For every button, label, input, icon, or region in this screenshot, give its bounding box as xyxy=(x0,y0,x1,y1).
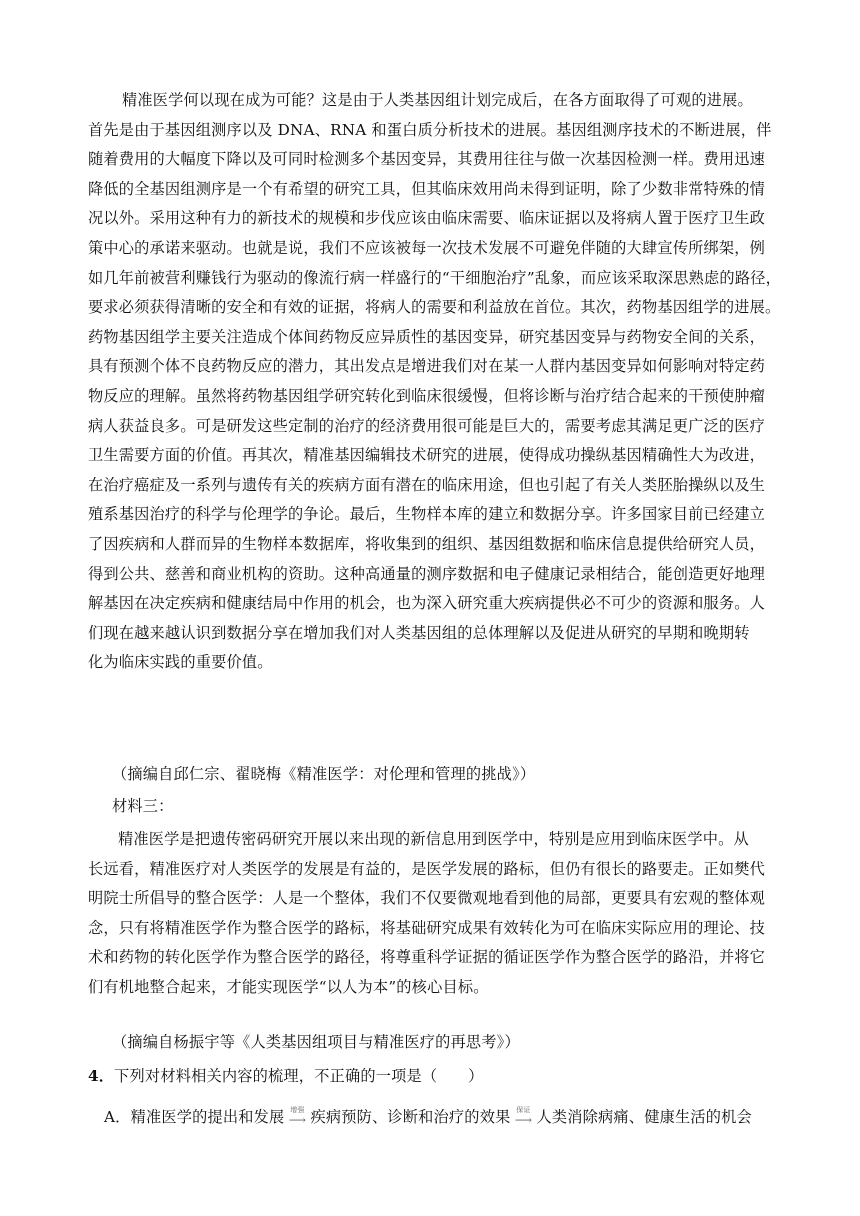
material2-line: 如几年前被营利赚钱行为驱动的像流行病一样盛行的“干细胞治疗”乱象，而应该采取深思熟虑的路径， xyxy=(88,268,781,287)
material2-citation: （摘编自邱仁宗、翟晓梅《精准医学：对伦理和管理的挑战》） xyxy=(112,765,536,783)
option-a-line xyxy=(104,1103,804,1133)
material3-heading: 材料三： xyxy=(112,797,174,815)
question-stem: 下列对材料相关内容的梳理，不正确的一项是（ ） xyxy=(114,1067,484,1085)
material2-line: 在治疗癌症及一系列与遗传有关的疾病方面有潜在的临床用途，但也引起了有关人类胚胎操纵以及生 xyxy=(88,475,766,494)
material3-line: 精准医学是把遗传密码研究开展以来出现的新信息用到医学中，特别是应用到临床医学中。从 xyxy=(118,830,749,848)
material3-line: 念，只有将精准医学作为整合医学的路标，将基础研究成果有效转化为可在临床实际应用的理论、技 xyxy=(88,918,766,937)
arrow2-label: 保证 xyxy=(516,1106,531,1114)
option-a-part1: 精准医学的提出和发展 xyxy=(130,1108,285,1126)
material2-line: 卫生需要方面的价值。再其次，精准基因编辑技术研究的进展，使得成功操纵基因精确性大为改进， xyxy=(88,446,766,465)
material2-paragraph xyxy=(88,86,788,678)
material2-line: 随着费用的大幅度下降以及可同时检测多个基因变异，其费用往往与做一次基因检测一样。费用迅速 xyxy=(88,150,766,169)
material2-line: 要求必须获得清晰的安全和有效的证据，将病人的需要和利益放在首位。其次，药物基因组学的进展。 xyxy=(88,298,781,317)
arrow-right-icon: 增强 ⟶ xyxy=(286,1107,308,1129)
option-a-letter: A． xyxy=(104,1108,131,1126)
material2-line: 物反应的理解。虽然将药物基因组学研究转化到临床很缓慢，但将诊断与治疗结合起来的干预使肿瘤 xyxy=(88,386,766,405)
option-a-part2: 疾病预防、诊断和治疗的效果 xyxy=(310,1108,511,1126)
material3-citation: （摘编自杨振宇等《人类基因组项目与精准医疗的再思考》） xyxy=(112,1033,520,1051)
arrow1-label: 增强 xyxy=(290,1106,305,1114)
material2-line: 了因疾病和人群而异的生物样本数据库，将收集到的组织、基因组数据和临床信息提供给研究人员， xyxy=(88,534,766,553)
arrow-right-icon: 保证 ⟶ xyxy=(512,1107,534,1129)
material3-heading-block xyxy=(88,792,788,822)
material2-line: 们现在越来越认识到数据分享在增加我们对人类基因组的总体理解以及促进从研究的早期和晚期转 xyxy=(88,623,750,642)
option-a[interactable] xyxy=(104,1103,804,1133)
question-block xyxy=(88,1062,788,1092)
material3-line: 长远看，精准医疗对人类医学的发展是有益的，是医学发展的路标，但仍有很长的路要走。正如樊代 xyxy=(88,859,766,878)
material2-line: 降低的全基因组测序是一个有希望的研究工具，但其临床效用尚未得到证明，除了少数非常特殊的情 xyxy=(88,179,766,198)
material3-line: 明院士所倡导的整合医学：人是一个整体，我们不仅要微观地看到他的局部，更要具有宏观的整体观 xyxy=(88,889,766,908)
question-stem-line xyxy=(88,1062,788,1092)
material2-line: 化为临床实践的重要价值。 xyxy=(88,653,273,672)
material2-line: 药物基因组学主要关注造成个体间药物反应异质性的基因变异，研究基因变异与药物安全间的关系， xyxy=(88,327,766,346)
material2-line: 病人获益良多。可是研发这些定制的治疗的经济费用很可能是巨大的，需要考虑其满足更广泛的医疗 xyxy=(88,416,766,435)
material3-line: 术和药物的转化医学作为整合医学的路径，将尊重科学证据的循证医学作为整合医学的路沿，并将它 xyxy=(88,948,766,967)
material2-line: 首先是由于基因组测序以及 DNA、RNA 和蛋白质分析技术的进展。基因组测序技术的不断进展，伴 xyxy=(88,120,772,139)
material2-citation-block xyxy=(88,760,788,790)
material2-line: 得到公共、慈善和商业机构的资助。这种高通量的测序数据和电子健康记录相结合，能创造更好地理 xyxy=(88,564,766,583)
material3-line: 们有机地整合起来，才能实现医学“以人为本”的核心目标。 xyxy=(88,977,489,996)
material2-line: 况以外。采用这种有力的新技术的规模和步伐应该由临床需要、临床证据以及将病人置于医疗卫生政 xyxy=(88,209,766,228)
option-a-part3: 人类消除病痛、健康生活的机会 xyxy=(536,1108,752,1126)
material3-citation-block xyxy=(88,1028,788,1058)
material3-paragraph xyxy=(88,825,788,1003)
material2-line: 策中心的承诺来驱动。也就是说，我们不应该被每一次技术发展不可避免伴随的大肆宣传所绑架，例 xyxy=(88,238,766,257)
material2-line: 解基因在决定疾病和健康结局中作用的机会，也为深入研究重大疾病提供必不可少的资源和服务。人 xyxy=(88,594,766,613)
material2-line: 殖系基因治疗的科学与伦理学的争论。最后，生物样本库的建立和数据分享。许多国家目前已经建立 xyxy=(88,505,766,524)
material2-line: 具有预测个体不良药物反应的潜力，其出发点是增进我们对在某一人群内基因变异如何影响对特定药 xyxy=(88,357,766,376)
question-number: 4． xyxy=(88,1067,115,1085)
material2-line: 精准医学何以现在成为可能？这是由于人类基因组计划完成后，在各方面取得了可观的进展。 xyxy=(122,91,753,109)
